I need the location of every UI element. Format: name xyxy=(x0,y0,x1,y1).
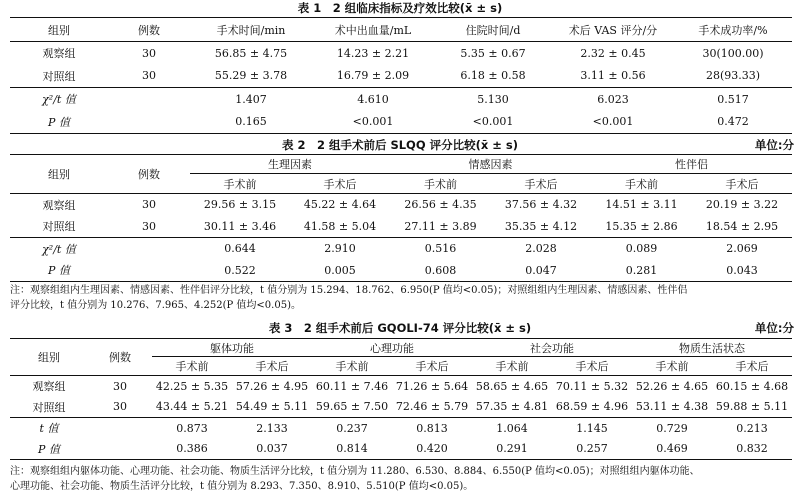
table1-header-cell: 术中出血量/mL xyxy=(334,23,412,37)
table-cell: 5.130 xyxy=(477,92,509,106)
table-cell: 41.58 ± 5.04 xyxy=(303,219,377,233)
table-cell: 2.910 xyxy=(324,242,356,256)
table-cell: 0.472 xyxy=(717,115,749,129)
table-row xyxy=(10,42,792,65)
table-cell: 0.873 xyxy=(176,421,208,435)
stat-row xyxy=(10,418,792,439)
table3-group-header: 物质生活状态 xyxy=(632,339,792,357)
table-cell: 0.608 xyxy=(424,263,457,277)
table-cell: 0.213 xyxy=(736,421,768,435)
table-cell: 37.56 ± 4.32 xyxy=(504,198,578,212)
table-cell: 35.35 ± 4.12 xyxy=(504,219,578,233)
table-cell: 0.469 xyxy=(656,442,688,456)
table-cell: 6.18 ± 0.58 xyxy=(460,69,526,83)
table1-header-cell: 手术时间/min xyxy=(216,23,286,37)
table-cell: 42.25 ± 5.35 xyxy=(155,379,229,393)
stat-label: P 值 xyxy=(48,115,70,129)
table-cell: 观察组 xyxy=(32,380,66,394)
stat-row xyxy=(10,439,792,460)
table-cell: 0.291 xyxy=(496,442,528,456)
table2 xyxy=(10,154,792,282)
table3-group-header: 躯体功能 xyxy=(152,339,312,357)
table1-caption: 表 1 2 组临床指标及疗效比较(x̄ ± s) xyxy=(297,1,503,15)
table-cell: 71.26 ± 5.64 xyxy=(395,379,469,393)
table-cell: 30 xyxy=(142,46,156,60)
table-cell: 14.23 ± 2.21 xyxy=(336,46,410,60)
table-cell: 60.11 ± 7.46 xyxy=(315,379,389,393)
table3-header-cell: 组别 xyxy=(10,339,88,376)
table-cell: 1.407 xyxy=(235,92,267,106)
table-cell: 0.644 xyxy=(224,242,256,256)
table-row xyxy=(10,216,792,238)
table-cell: 55.29 ± 3.78 xyxy=(214,69,288,83)
table-cell: 0.257 xyxy=(576,442,608,456)
table3-sub-header: 手术后 xyxy=(575,360,609,373)
table-cell: 54.49 ± 5.11 xyxy=(235,400,309,414)
table2-group-header: 性伴侣 xyxy=(591,155,792,174)
table-cell: 29.56 ± 3.15 xyxy=(203,198,277,212)
table1-header-cell: 手术成功率/% xyxy=(698,23,768,37)
table-row xyxy=(10,194,792,216)
table3-note-line: 注：观察组组内躯体功能、心理功能、社会功能、物质生活评分比较，t 值分别为 11.280、6.530、8.884、6.550(P 值均<0.05)；对照组组内躯体功能、 xyxy=(10,466,700,477)
table-cell: 30.11 ± 3.46 xyxy=(203,219,277,233)
stat-label: P 值 xyxy=(48,264,70,278)
table-cell: 1.145 xyxy=(576,421,608,435)
table-cell: 2.32 ± 0.45 xyxy=(580,46,646,60)
table2-note-line: 注：观察组组内生理因素、情感因素、性伴侣评分比较，t 值分别为 15.294、18.762、6.950(P 值均<0.05)；对照组组内生理因素、情感因素、性伴侣 xyxy=(10,285,688,296)
stat-row xyxy=(10,238,792,260)
table1-header-cell: 例数 xyxy=(138,23,160,37)
table-cell: 27.11 ± 3.89 xyxy=(404,219,477,233)
table3-group-header: 社会功能 xyxy=(472,339,632,357)
table-cell: 0.729 xyxy=(656,421,688,435)
table-cell: 0.047 xyxy=(525,263,557,277)
table-cell: 0.832 xyxy=(736,442,768,456)
table3-sub-header: 手术前 xyxy=(175,360,209,373)
table2-sub-header: 手术后 xyxy=(725,177,759,191)
table-cell: 53.11 ± 4.38 xyxy=(635,400,709,414)
table-cell: 6.023 xyxy=(597,92,629,106)
table-cell: 43.44 ± 5.21 xyxy=(155,400,229,414)
table-cell: 2.028 xyxy=(525,242,557,256)
table-cell: 60.15 ± 4.68 xyxy=(715,379,789,393)
table3-group-header: 心理功能 xyxy=(312,339,472,357)
table-cell: 28(93.33) xyxy=(705,69,761,83)
table-cell: 5.35 ± 0.67 xyxy=(460,46,526,60)
table-cell: 0.516 xyxy=(424,242,457,256)
table-cell: 0.814 xyxy=(336,442,368,456)
table-cell: 0.813 xyxy=(416,421,448,435)
table-cell: 对照组 xyxy=(42,69,76,83)
table1-header-cell: 住院时间/d xyxy=(465,23,521,37)
table2-header-row xyxy=(10,155,792,174)
table-cell: 56.85 ± 4.75 xyxy=(214,46,288,60)
table3-unit: 单位:分 xyxy=(754,321,794,335)
table2-sub-header: 手术后 xyxy=(524,177,558,191)
table-cell: 68.59 ± 4.96 xyxy=(555,400,629,414)
table-cell: 14.51 ± 3.11 xyxy=(605,198,678,212)
table-cell: 对照组 xyxy=(32,400,66,414)
table2-sub-header: 手术后 xyxy=(323,177,357,191)
table3-note-line: 心理功能、社会功能、物质生活评分比较，t 值分别为 8.293、7.350、8.910、5.510(P 值均<0.05)。 xyxy=(10,481,474,492)
table-cell: 0.281 xyxy=(625,263,658,277)
table2-sub-header: 手术前 xyxy=(625,177,658,191)
table-cell: 0.522 xyxy=(224,263,256,277)
table-cell: 0.517 xyxy=(717,92,749,106)
table2-sub-header: 手术前 xyxy=(424,177,457,191)
table-cell: 26.56 ± 4.35 xyxy=(404,198,477,212)
table2-sub-header: 手术前 xyxy=(223,177,257,191)
table-cell: 70.11 ± 5.32 xyxy=(555,379,629,393)
table1-header-cell: 组别 xyxy=(48,23,70,37)
table-cell: 57.35 ± 4.81 xyxy=(475,400,549,414)
table-cell: <0.001 xyxy=(352,115,394,129)
table3-header-row xyxy=(10,339,792,357)
table-cell: 0.420 xyxy=(416,442,448,456)
stat-label: χ²/t 值 xyxy=(42,93,76,107)
table-cell: 4.610 xyxy=(357,92,389,106)
table-cell: 0.043 xyxy=(726,263,758,277)
table2-note-line: 评分比较，t 值分别为 10.276、7.965、4.252(P 值均<0.05)。 xyxy=(10,300,301,311)
stat-row xyxy=(10,111,792,134)
table-cell: 观察组 xyxy=(42,47,76,61)
table-cell: 对照组 xyxy=(42,220,76,234)
table-cell: 59.65 ± 7.50 xyxy=(315,400,389,414)
table-cell: 30 xyxy=(113,400,127,414)
table-cell: 57.26 ± 4.95 xyxy=(235,379,309,393)
table2-header-cell: 例数 xyxy=(108,155,190,194)
table2-unit: 单位:分 xyxy=(754,138,794,152)
table2-header-cell: 组别 xyxy=(10,155,108,194)
table-cell: 52.26 ± 4.65 xyxy=(635,379,709,393)
table2-group-header: 情感因素 xyxy=(390,155,591,174)
table-row xyxy=(10,397,792,418)
table-row xyxy=(10,376,792,397)
table3-sub-header: 手术前 xyxy=(655,360,689,373)
table-cell: 59.88 ± 5.11 xyxy=(715,400,789,414)
table-cell: <0.001 xyxy=(472,115,514,129)
table-cell: 观察组 xyxy=(42,198,76,212)
stat-row xyxy=(10,88,792,111)
table-cell: <0.001 xyxy=(592,115,634,129)
table-cell: 3.11 ± 0.56 xyxy=(580,69,646,83)
stat-label: P 值 xyxy=(38,442,60,456)
table-row xyxy=(10,65,792,88)
table3-sub-header: 手术前 xyxy=(335,360,369,373)
table3-caption: 表 3 2 组手术前后 GQOLI-74 评分比较(x̄ ± s) xyxy=(268,321,532,335)
table3-header-cell: 例数 xyxy=(88,339,152,376)
table2-note xyxy=(10,283,792,313)
stat-label: χ²/t 值 xyxy=(42,242,76,256)
table-cell: 45.22 ± 4.64 xyxy=(303,198,377,212)
table1-header-row xyxy=(10,18,792,42)
table-cell: 0.237 xyxy=(336,421,368,435)
table-cell: 18.54 ± 2.95 xyxy=(705,219,779,233)
table2-group-header: 生理因素 xyxy=(190,155,390,174)
table-cell: 58.65 ± 4.65 xyxy=(475,379,549,393)
table-cell: 30 xyxy=(142,219,156,233)
table-cell: 0.165 xyxy=(235,115,267,129)
table-cell: 0.089 xyxy=(625,242,658,256)
table-cell: 16.79 ± 2.09 xyxy=(336,69,410,83)
table3-sub-header: 手术后 xyxy=(735,360,769,373)
table-cell: 0.005 xyxy=(324,263,356,277)
table-cell: 72.46 ± 5.79 xyxy=(395,400,469,414)
table-cell: 30 xyxy=(142,198,156,212)
table1-header-cell: 术后 VAS 评分/分 xyxy=(568,23,658,37)
table1 xyxy=(10,17,792,134)
table3 xyxy=(10,338,792,460)
table-cell: 30 xyxy=(113,379,127,393)
table3-note xyxy=(10,464,792,494)
table-cell: 30 xyxy=(142,69,156,83)
table-cell: 2.069 xyxy=(726,242,758,256)
table3-sub-header: 手术后 xyxy=(255,360,289,373)
table-cell: 0.037 xyxy=(256,442,288,456)
table-cell: 2.133 xyxy=(256,421,288,435)
table-cell: 30(100.00) xyxy=(702,46,764,60)
table3-sub-header: 手术前 xyxy=(495,360,529,373)
table-cell: 15.35 ± 2.86 xyxy=(605,219,678,233)
table3-sub-header: 手术后 xyxy=(415,360,449,373)
stat-label: t 值 xyxy=(39,422,59,436)
table2-caption: 表 2 2 组手术前后 SLQQ 评分比较(x̄ ± s) xyxy=(281,138,519,152)
table-cell: 1.064 xyxy=(496,421,528,435)
table-cell: 0.386 xyxy=(176,442,208,456)
table-cell: 20.19 ± 3.22 xyxy=(705,198,779,212)
stat-row xyxy=(10,260,792,282)
